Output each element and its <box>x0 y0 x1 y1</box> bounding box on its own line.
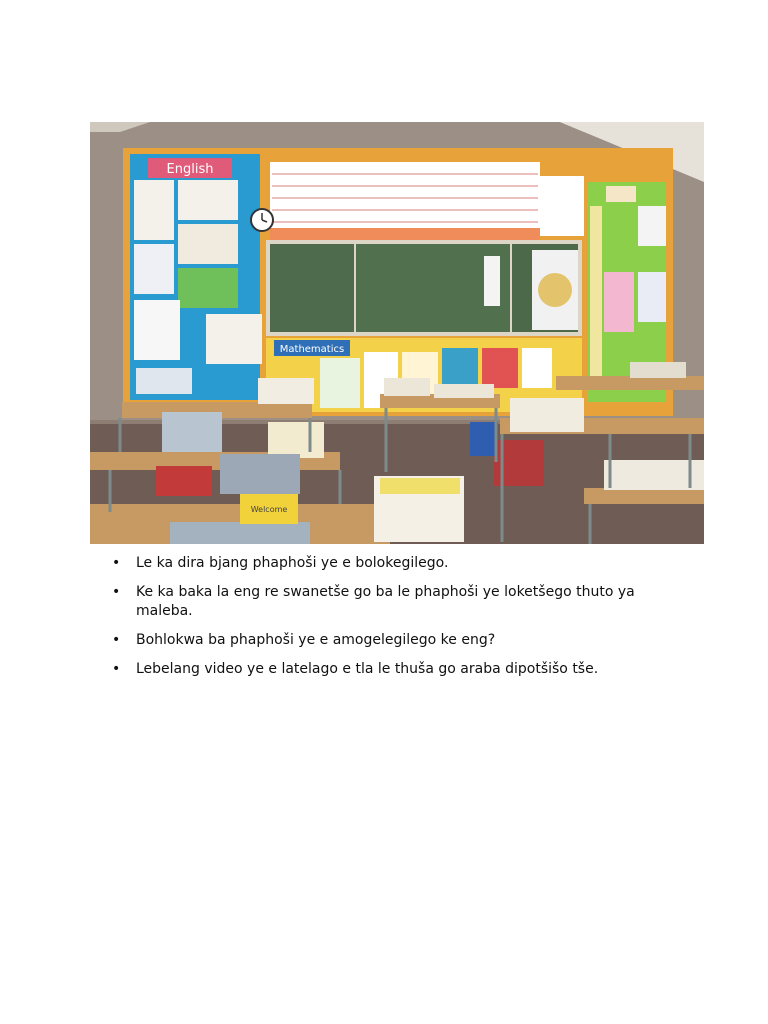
wall-poster-maths <box>274 340 350 356</box>
svg-text:Mathematics: Mathematics <box>279 344 345 355</box>
list-item: • Ke ka baka la eng re swanetše go ba le phaphoši ye loketšego thuto ya maleba. <box>112 584 635 619</box>
list-item: • Lebelang video ye e latelago e tla le thuša go araba dipotšišo tše. <box>112 661 599 677</box>
bullet-icon: • <box>112 661 121 677</box>
svg-text:English: English <box>166 162 214 177</box>
wall-poster-english <box>148 158 232 178</box>
bullet-icon: • <box>112 632 121 648</box>
list-item: • Bohlokwa ba phaphoši ye e amogelegilego ke eng? <box>112 632 496 648</box>
question-list <box>108 554 648 689</box>
list-item: • Le ka dira bjang phaphoši ye e bolokegilego. <box>112 555 449 571</box>
bullet-icon: • <box>112 584 121 600</box>
svg-text:Welcome: Welcome <box>250 505 288 514</box>
classroom-photo <box>90 122 704 544</box>
bullet-icon: • <box>112 555 121 571</box>
desk-welcome-sign <box>240 494 298 524</box>
